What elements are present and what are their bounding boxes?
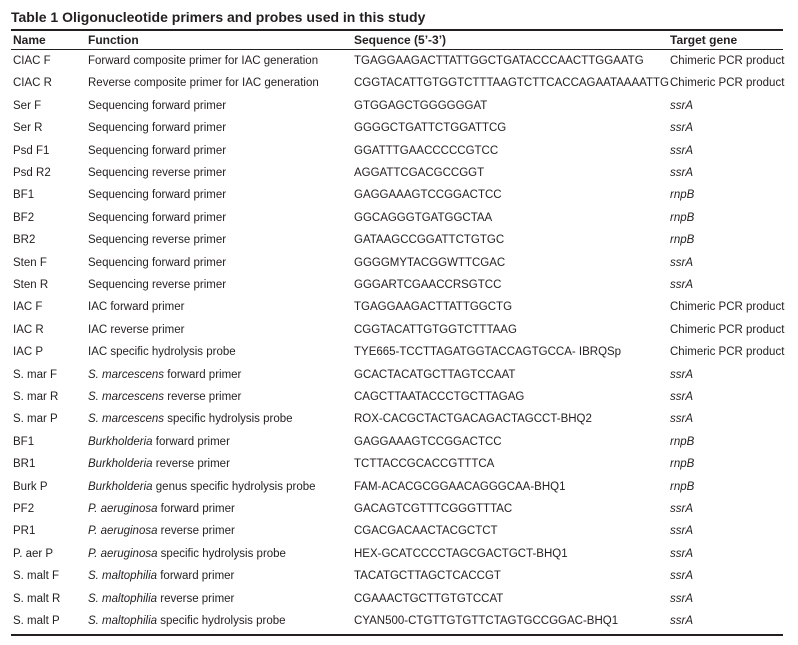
cell-name: S. mar R	[13, 391, 59, 403]
table-row	[0, 520, 798, 542]
cell-sequence: GTGGAGCTGGGGGGAT	[354, 99, 488, 112]
table-row	[0, 386, 798, 408]
cell-function	[88, 187, 226, 203]
cell-function	[88, 546, 286, 562]
function-text: Sequencing forward primer	[88, 122, 227, 135]
table-row	[0, 364, 798, 386]
cell-function	[88, 210, 226, 226]
cell-target-gene: rnpB	[670, 480, 695, 493]
header-name: Name	[13, 33, 46, 47]
function-text: specific hydrolysis probe	[157, 615, 286, 627]
cell-target-gene: Chimeric PCR product	[670, 301, 785, 314]
table-row	[0, 207, 798, 229]
table-row	[0, 95, 798, 117]
cell-sequence: CYAN500-CTGTTGTGTTCTAGTGCCGGAC-BHQ1	[354, 615, 619, 627]
function-text: reverse primer	[157, 525, 235, 538]
function-text: genus specific hydrolysis probe	[152, 480, 316, 493]
cell-target-gene: rnpB	[670, 211, 695, 224]
table-row	[0, 296, 798, 318]
cell-function	[88, 299, 185, 315]
table-caption: Table 1 Oligonucleotide primers and probes used in this study	[11, 9, 426, 25]
cell-sequence: TACATGCTTAGCTCACCGT	[354, 570, 501, 583]
cell-sequence: ROX-CACGCTACTGACAGACTAGCCT-BHQ2	[354, 413, 592, 426]
cell-target-gene: ssrA	[670, 167, 693, 179]
cell-name: PF2	[13, 503, 35, 515]
cell-target-gene: ssrA	[670, 256, 693, 269]
cell-sequence: GAGGAAAGTCCGGACTCC	[354, 435, 502, 448]
cell-sequence: GGGARTCGAACCRSGTCC	[354, 279, 502, 291]
table-row	[0, 252, 798, 274]
cell-name: BF2	[13, 211, 35, 224]
cell-function	[88, 456, 230, 472]
table-row	[0, 565, 798, 587]
cell-sequence: GGCAGGGTGATGGCTAA	[354, 211, 493, 224]
table-row	[0, 117, 798, 139]
table-row	[0, 543, 798, 565]
function-text: forward primer	[152, 435, 230, 448]
table-row	[0, 588, 798, 610]
cell-sequence: GAGGAAAGTCCGGACTCC	[354, 189, 502, 202]
cell-function	[88, 523, 235, 539]
table-row	[0, 498, 798, 520]
cell-name: S. mar F	[13, 368, 58, 381]
header-sequence: Sequence (5’-3’)	[354, 33, 447, 47]
cell-sequence: GCACTACATGCTTAGTCCAAT	[354, 368, 516, 381]
cell-target-gene: ssrA	[670, 144, 693, 157]
cell-name: Sten R	[13, 279, 49, 291]
function-text: forward primer	[157, 503, 235, 515]
cell-sequence: CGAAACTGCTTGTGTCCAT	[354, 592, 504, 605]
cell-name: Ser R	[13, 122, 43, 135]
cell-target-gene: ssrA	[670, 615, 693, 627]
cell-target-gene: ssrA	[670, 391, 693, 403]
cell-function	[88, 232, 226, 248]
cell-sequence: HEX-GCATCCCCTAGCGACTGCT-BHQ1	[354, 547, 568, 560]
cell-target-gene: ssrA	[670, 122, 693, 135]
organism-name: Burkholderia	[88, 458, 153, 471]
cell-function	[88, 165, 226, 181]
function-text: Sequencing forward primer	[88, 144, 227, 157]
cell-name: S. malt F	[13, 570, 60, 583]
function-text: IAC forward primer	[88, 301, 185, 314]
table-row	[0, 341, 798, 363]
function-text: IAC specific hydrolysis probe	[88, 346, 236, 359]
organism-name: S. marcescens	[88, 413, 165, 426]
function-text: Sequencing forward primer	[88, 211, 227, 224]
cell-function	[88, 389, 241, 405]
cell-target-gene: rnpB	[670, 189, 695, 202]
function-text: Sequencing reverse primer	[88, 279, 227, 291]
cell-name: S. mar P	[13, 413, 58, 426]
cell-name: PR1	[13, 525, 36, 538]
table-row	[0, 140, 798, 162]
organism-name: Burkholderia	[88, 435, 153, 448]
cell-name: Burk P	[13, 480, 48, 493]
table-header	[0, 31, 798, 49]
cell-name: BR1	[13, 458, 36, 471]
function-text: Reverse composite primer for IAC generation	[88, 77, 319, 90]
cell-function	[88, 568, 234, 584]
cell-sequence: GGGGMYTACGGWTTCGAC	[354, 256, 506, 269]
cell-target-gene: Chimeric PCR product	[670, 346, 785, 359]
cell-function	[88, 322, 185, 338]
function-text: forward primer	[157, 570, 235, 583]
cell-target-gene: ssrA	[670, 368, 693, 381]
cell-name: CIAC F	[13, 55, 51, 67]
function-text: Sequencing reverse primer	[88, 234, 227, 247]
cell-target-gene: rnpB	[670, 458, 695, 471]
cell-target-gene: ssrA	[670, 279, 693, 291]
table-row	[0, 408, 798, 430]
function-text: reverse primer	[152, 458, 230, 471]
cell-function	[88, 344, 236, 360]
cell-target-gene: rnpB	[670, 435, 695, 448]
cell-name: IAC P	[13, 346, 44, 359]
cell-function	[88, 98, 226, 114]
cell-function	[88, 367, 241, 383]
cell-target-gene: rnpB	[670, 234, 695, 247]
table-row	[0, 431, 798, 453]
cell-target-gene: ssrA	[670, 525, 693, 538]
cell-sequence: TCTTACCGCACCGTTTCA	[354, 458, 495, 471]
organism-name: S. marcescens	[88, 368, 165, 381]
organism-name: S. marcescens	[88, 391, 165, 403]
cell-function	[88, 255, 226, 271]
function-text: Sequencing forward primer	[88, 99, 227, 112]
cell-sequence: GACAGTCGTTTCGGGTTTAC	[354, 503, 513, 515]
cell-name: S. malt R	[13, 592, 61, 605]
table-row	[0, 162, 798, 184]
function-text: forward primer	[164, 368, 242, 381]
cell-function	[88, 143, 226, 159]
cell-function	[88, 53, 318, 69]
organism-name: S. maltophilia	[88, 615, 158, 627]
function-text: Sequencing reverse primer	[88, 167, 227, 179]
cell-sequence: FAM-ACACGCGGAACAGGGCAA-BHQ1	[354, 480, 566, 493]
cell-sequence: GATAAGCCGGATTCTGTGC	[354, 234, 505, 247]
organism-name: P. aeruginosa	[88, 525, 158, 538]
table-row	[0, 229, 798, 251]
table-row	[0, 610, 798, 632]
cell-name: CIAC R	[13, 77, 52, 90]
cell-sequence: GGATTTGAACCCCCGTCC	[354, 144, 499, 157]
cell-function	[88, 591, 234, 607]
cell-target-gene: ssrA	[670, 503, 693, 515]
cell-sequence: CAGCTTAATACCCTGCTTAGAG	[354, 391, 525, 403]
cell-target-gene: ssrA	[670, 99, 693, 112]
cell-function	[88, 479, 316, 495]
function-text: Sequencing forward primer	[88, 256, 227, 269]
organism-name: Burkholderia	[88, 480, 153, 493]
table-row	[0, 476, 798, 498]
cell-sequence: TGAGGAAGACTTATTGGCTGATACCCAACTTGGAATG	[354, 55, 644, 67]
cell-sequence: GGGGCTGATTCTGGATTCG	[354, 122, 507, 135]
cell-name: BF1	[13, 435, 35, 448]
cell-sequence: CGGTACATTGTGGTCTTTAAG	[354, 323, 517, 336]
function-text: Sequencing forward primer	[88, 189, 227, 202]
cell-function	[88, 120, 226, 136]
cell-sequence: CGGTACATTGTGGTCTTTAAGTCTTCACCAGAATAAAATTG	[354, 77, 669, 90]
header-target-gene: Target gene	[670, 33, 738, 47]
function-text: reverse primer	[157, 592, 235, 605]
table-row	[0, 319, 798, 341]
table-row	[0, 184, 798, 206]
function-text: Forward composite primer for IAC generation	[88, 55, 319, 67]
organism-name: S. maltophilia	[88, 570, 158, 583]
cell-name: BF1	[13, 189, 35, 202]
organism-name: P. aeruginosa	[88, 547, 158, 560]
table-row	[0, 274, 798, 296]
table-row	[0, 50, 798, 72]
cell-function	[88, 411, 293, 427]
function-text: reverse primer	[164, 391, 242, 403]
cell-name: P. aer P	[13, 547, 54, 560]
table-row	[0, 453, 798, 475]
organism-name: P. aeruginosa	[88, 503, 158, 515]
function-text: specific hydrolysis probe	[157, 547, 286, 560]
cell-sequence: TGAGGAAGACTTATTGGCTG	[354, 301, 513, 314]
cell-name: Psd F1	[13, 144, 50, 157]
cell-target-gene: Chimeric PCR product	[670, 323, 785, 336]
cell-function	[88, 75, 319, 91]
function-text: specific hydrolysis probe	[164, 413, 293, 426]
table-row	[0, 72, 798, 94]
cell-name: Ser F	[13, 99, 42, 112]
cell-function	[88, 501, 235, 517]
cell-name: IAC F	[13, 301, 43, 314]
function-text: IAC reverse primer	[88, 323, 185, 336]
cell-target-gene: Chimeric PCR product	[670, 77, 785, 90]
cell-target-gene: ssrA	[670, 570, 693, 583]
cell-name: BR2	[13, 234, 36, 247]
cell-function	[88, 434, 230, 450]
cell-target-gene: Chimeric PCR product	[670, 55, 785, 67]
bottom-rule	[11, 634, 783, 636]
cell-function	[88, 277, 226, 293]
organism-name: S. maltophilia	[88, 592, 158, 605]
cell-function	[88, 613, 286, 629]
cell-target-gene: ssrA	[670, 413, 693, 426]
cell-name: S. malt P	[13, 615, 60, 627]
cell-sequence: TYE665-TCCTTAGATGGTACCAGTGCCA- IBRQSp	[354, 346, 622, 359]
cell-sequence: AGGATTCGACGCCGGT	[354, 167, 485, 179]
cell-target-gene: ssrA	[670, 547, 693, 560]
cell-sequence: CGACGACAACTACGCTCT	[354, 525, 498, 538]
cell-name: IAC R	[13, 323, 44, 336]
cell-target-gene: ssrA	[670, 592, 693, 605]
cell-name: Psd R2	[13, 167, 51, 179]
cell-name: Sten F	[13, 256, 47, 269]
header-function: Function	[88, 33, 139, 47]
